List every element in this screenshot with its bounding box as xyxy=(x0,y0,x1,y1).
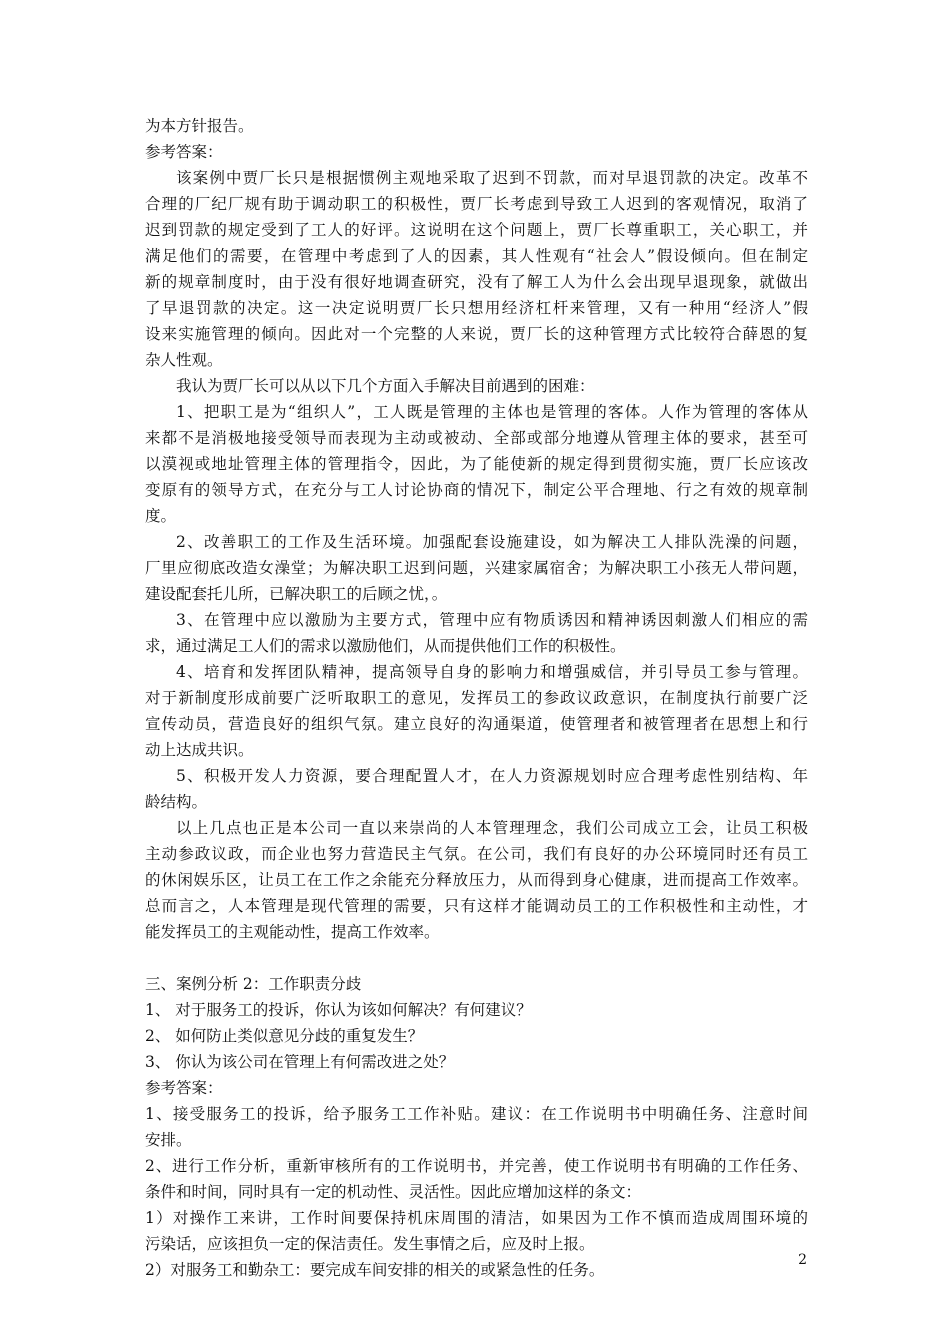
text-line: 新的规章制度时，由于没有很好地调查研究，没有了解工人为什么会出现早退现象，就做出 xyxy=(145,273,808,291)
text-line: 能发挥员工的主观能动性，提高工作效率。 xyxy=(145,923,440,941)
page-number: 2 xyxy=(798,1252,807,1268)
text-line: 宣传动员，营造良好的组织气氛。建立良好的沟通渠道，使管理者和被管理者在思想上和行 xyxy=(145,715,808,733)
text-line: 的休闲娱乐区，让员工在工作之余能充分释放压力，从而得到身心健康，进而提高工作效率。 xyxy=(145,871,808,889)
text-line: 度。 xyxy=(145,507,177,525)
text-line: 3、 你认为该公司在管理上有何需改进之处？ xyxy=(145,1053,455,1071)
text-line: 以漠视或地址管理主体的管理指令，因此，为了能使新的规定得到贯彻实施，贾厂长应该改 xyxy=(145,455,808,473)
text-line: 厂里应彻底改造女澡堂；为解决职工迟到问题，兴建家属宿舍；为解决职工小孩无人带问题， xyxy=(145,559,808,577)
text-line: 2、进行工作分析，重新审核所有的工作说明书，并完善，使工作说明书有明确的工作任务、 xyxy=(145,1157,808,1175)
text-line: 来都不是消极地接受领导而表现为主动或被动、全部或部分地遵从管理主体的要求，甚至可 xyxy=(145,429,808,447)
text-line: 以上几点也正是本公司一直以来崇尚的人本管理理念，我们公司成立工会，让员工积极 xyxy=(176,819,808,837)
blank-line xyxy=(145,945,808,971)
text-line: 合理的厂纪厂规有助于调动职工的积极性，贾厂长考虑到导致工人迟到的客观情况，取消了 xyxy=(145,195,808,213)
text-line: 了早退罚款的决定。这一决定说明贾厂长只想用经济杠杆来管理，又有一种用“经济人”假 xyxy=(145,299,808,317)
text-line: 对于新制度形成前要广泛听取职工的意见，发挥员工的参政议政意识，在制度执行前要广泛 xyxy=(145,689,808,707)
text-line: 总而言之，人本管理是现代管理的需要，只有这样才能调动员工的工作积极性和主动性，才 xyxy=(145,897,808,915)
text-line: 设来实施管理的倾向。因此对一个完整的人来说，贾厂长的这种管理方式比较符合薛恩的复 xyxy=(145,325,808,343)
text-line: 动上达成共识。 xyxy=(145,741,254,759)
text-line: 1）对操作工来讲，工作时间要保持机床周围的清洁，如果因为工作不慎而造成周围环境的 xyxy=(145,1209,808,1227)
text-line: 该案例中贾厂长只是根据惯例主观地采取了迟到不罚款，而对早退罚款的决定。改革不 xyxy=(176,169,808,187)
text-line: 2、改善职工的工作及生活环境。加强配套设施建设，如为解决工人排队洗澡的问题， xyxy=(176,533,808,551)
text-line: 3、在管理中应以激励为主要方式，管理中应有物质诱因和精神诱因刺激人们相应的需 xyxy=(176,611,808,629)
text-line: 为本方针报告。 xyxy=(145,117,254,135)
text-line: 条件和时间，同时具有一定的机动性、灵活性。因此应增加这样的条文： xyxy=(145,1183,642,1201)
document-body xyxy=(145,113,808,1283)
text-line: 建设配套托儿所，已解决职工的后顾之忧，。 xyxy=(145,585,448,603)
text-line: 主动参政议政，而企业也努力营造民主气氛。在公司，我们有良好的办公环境同时还有员工 xyxy=(145,845,808,863)
text-line: 求，通过满足工人们的需求以激励他们，从而提供他们工作的积极性。 xyxy=(145,637,626,655)
text-line: 变原有的领导方式，在充分与工人讨论协商的情况下，制定公平合理地、行之有效的规章制 xyxy=(145,481,808,499)
text-line: 三、案例分析 2：工作职责分歧 xyxy=(145,975,362,993)
text-line: 满足他们的需要，在管理中考虑到了人的因素，其人性观有“社会人”假设倾向。但在制定 xyxy=(145,247,808,265)
text-line: 安排。 xyxy=(145,1131,192,1149)
text-line: 2、 如何防止类似意见分歧的重复发生？ xyxy=(145,1027,424,1045)
text-line: 杂人性观。 xyxy=(145,351,223,369)
text-line: 1、把职工是为“组织人”，工人既是管理的主体也是管理的客体。人作为管理的客体从 xyxy=(176,403,808,421)
text-line: 1、接受服务工的投诉，给予服务工工作补贴。建议：在工作说明书中明确任务、注意时间 xyxy=(145,1105,808,1123)
text-line: 1、 对于服务工的投诉，你认为该如何解决？有何建议？ xyxy=(145,1001,532,1019)
text-line: 参考答案： xyxy=(145,143,223,161)
text-line: 参考答案： xyxy=(145,1079,223,1097)
text-line: 2）对服务工和勤杂工：要完成车间安排的相关的或紧急性的任务。 xyxy=(145,1261,605,1279)
text-line: 迟到罚款的规定受到了工人的好评。这说明在这个问题上，贾厂长尊重职工，关心职工，并 xyxy=(145,221,808,239)
text-line: 污染话，应该担负一定的保洁责任。发生事情之后，应及时上报。 xyxy=(145,1235,595,1253)
text-line: 4、培育和发挥团队精神，提高领导自身的影响力和增强威信，并引导员工参与管理。 xyxy=(176,663,808,681)
text-line: 5、积极开发人力资源，要合理配置人才，在人力资源规划时应合理考虑性别结构、年 xyxy=(176,767,808,785)
text-line: 龄结构。 xyxy=(145,793,208,811)
text-line: 我认为贾厂长可以从以下几个方面入手解决目前遇到的困难： xyxy=(176,377,595,395)
